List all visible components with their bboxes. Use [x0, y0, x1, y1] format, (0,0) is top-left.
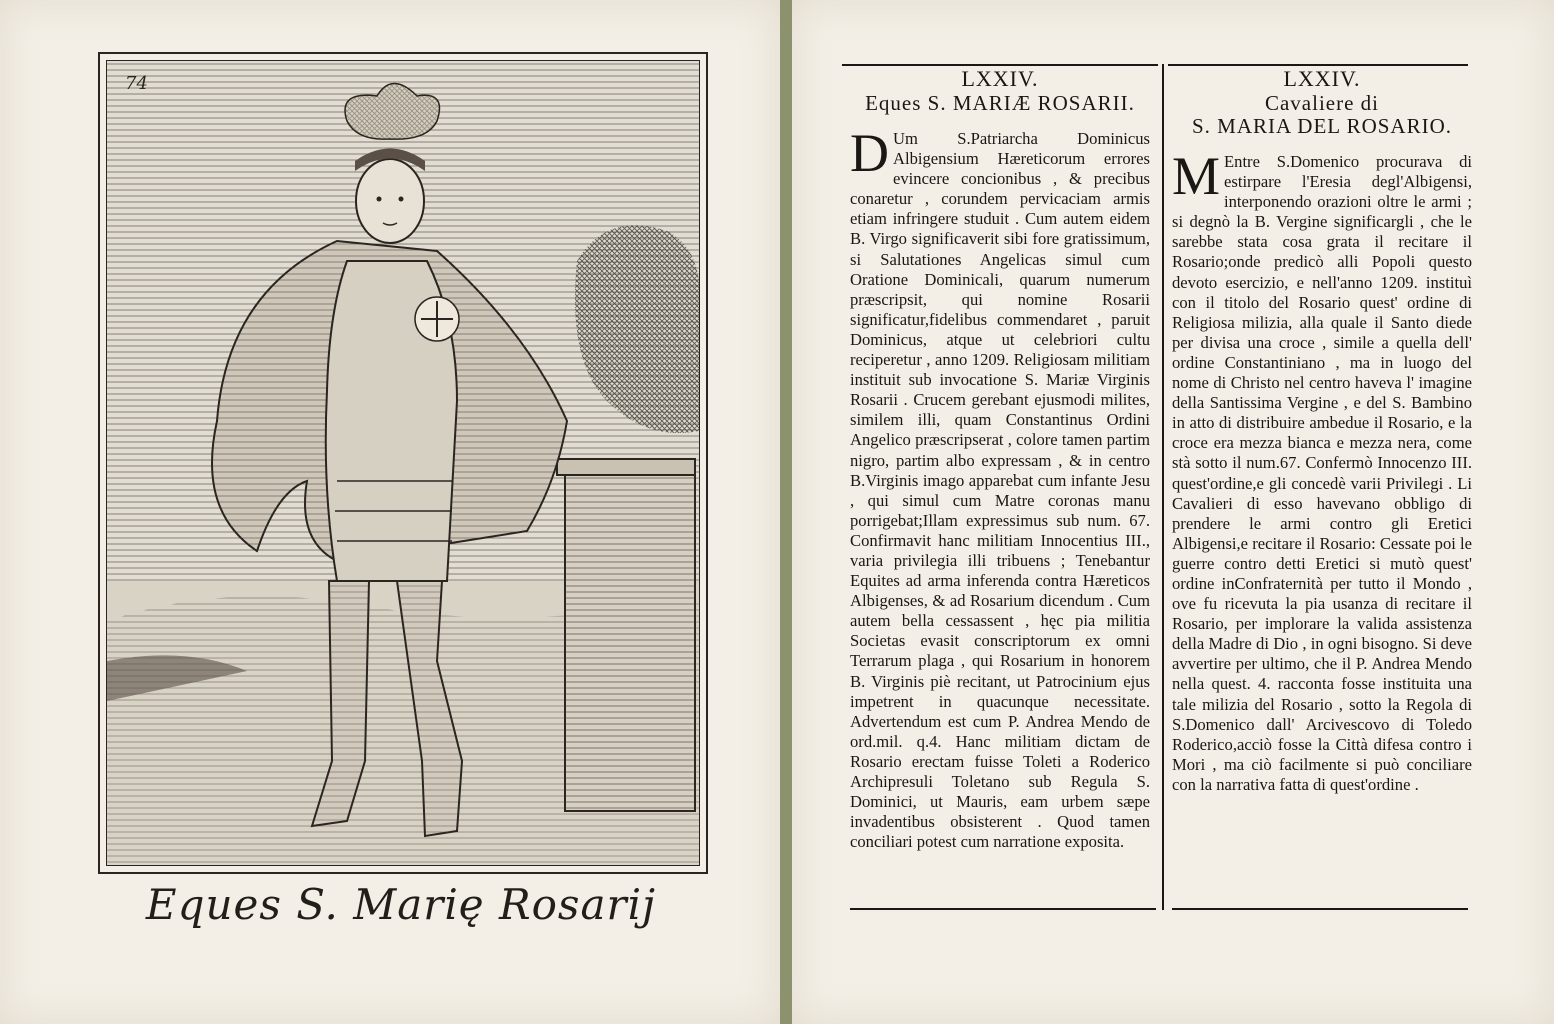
- latin-column: [850, 66, 1150, 852]
- knight-engraving: [107, 61, 699, 865]
- latin-heading: Eques S. MARIÆ ROSARII.: [865, 91, 1135, 115]
- latin-dropcap: D: [850, 123, 889, 183]
- column-divider: [1162, 64, 1164, 910]
- right-page: [792, 0, 1554, 1024]
- italian-body: [1172, 146, 1472, 795]
- latin-body-text: Um S.Patriarcha Dominicus Albigensium Hæreticorum errores evincere concionibus , & precibus conaretur , corundem pervicaciam armis etiam infringere studuit . Cum autem eidem B. Virgo significaverit sibi fore gratissimum, si Salutationes Angelicas simul cum Oratione Dominicali, quarum numerum præscripsit, qui nomine Rosarii significatur,fidelibus commendaret , paruit Dominicus, atque ut celebriori cultu reciperetur , anno 1209. Religiosam militiam instituit sub invocatione S. Mariæ Virginis Rosarii . Crucem gerebant ejusmodi milites, similem illi, quam Constantinus Ordini Angelico præscripserat , colore tamen partim nigro, partim albo expressam , & in centro B.Virginis imago apparebat cum infante Jesu , qui simul cum Matre coronas manu porrigebat;Illam expressimus sub num. 67. Confirmavit hanc militiam Innocentius III., varia privilegia illi tribuens ; Tenebantur Equites ad arma inferenda contra Hæreticos Albigenses, & ad Rosarium dicendum . Cum autem bella cessassent , hęc pia militia Societas evasit conscriptorum ex omni Terrarum plaga , qui Rosarium in honorem B. Virginis piè recitant, ut Patrocinium ejus impetrent in quacunque necessitate. Advertendum est cum P. Andrea Mendo de ord.mil. q.4. Hanc militiam dictam de Rosario erectam fuisse Toleti a Roderico Archipresuli Toletano sub Regula S. Dominici, ut Mauris, eam urbem sæpe invadentibus obsisterent . Quod tamen conciliari potest cum narratione exposita.: [850, 129, 1150, 852]
- book-gutter: [780, 0, 792, 1024]
- italian-dropcap: M: [1172, 146, 1221, 206]
- latin-body: [850, 123, 1150, 852]
- latin-bottom-rule: [850, 908, 1156, 910]
- italian-numeral: LXXIV.: [1283, 66, 1361, 91]
- engraving-image: [106, 60, 700, 866]
- italian-bottom-rule: [1172, 908, 1468, 910]
- italian-heading-line2: S. MARIA DEL ROSARIO.: [1192, 114, 1452, 138]
- italian-body-text: Entre S.Domenico procurava di estirpare l'Eresia degl'Albigensi, interponendo orazioni oltre le armi ; si degnò la B. Vergine significargli , che le sarebbe stata cosa grata il recitare il Rosario;onde predicò alli Popoli questo devoto esercizio, e nell'anno 1209. instituì con il titolo del Rosario quest' ordine di Religiosa milizia, alla quale il Santo diede per divisa una croce , simile a quella dell' ordine Constantiniano , ma in luogo del nome di Christo nel centro haveva l' imagine della Santissima Vergine , e del S. Bambino in atto di distribuire ambedue il Rosario, e la croce era mezza bianca e mezza nera, come stà sotto il num.67. Confermò Innocenzo III. quest'ordine,e gli concedè varii Privilegi . Li Cavalieri di esso havevano obbligo di prendere le armi contro gli Eretici Albigensi,e recitare il Rosario: Cessate poi le guerre contro detti Eretici si mutò quest' ordine inConfraternità per tutto il Mondo , ove fu ricevuta la pia usanza di recitare il Rosario, per implorare la valida assistenza della Madre di Dio , in ogni bisogno. Si deve avvertire per ultimo, che il P. Andrea Mendo nella quest. 4. racconta fosse instituita una tale milizia del Rosario , sotto la Regola di S.Domenico dall' Arcivescovo di Toledo Roderico,acciò fosse la Città difesa contro i Mori , ma ciò facilmente si può conciliare con la narrativa fatta di quest'ordine .: [1172, 152, 1472, 794]
- plate-number: 74: [125, 73, 148, 94]
- latin-numeral: LXXIV.: [961, 66, 1039, 91]
- italian-column: [1172, 66, 1472, 795]
- engraving-plate: [98, 52, 708, 874]
- italian-heading-line1: Cavaliere di: [1264, 91, 1380, 115]
- engraving-caption: Eques S. Marię Rosarij: [145, 880, 657, 929]
